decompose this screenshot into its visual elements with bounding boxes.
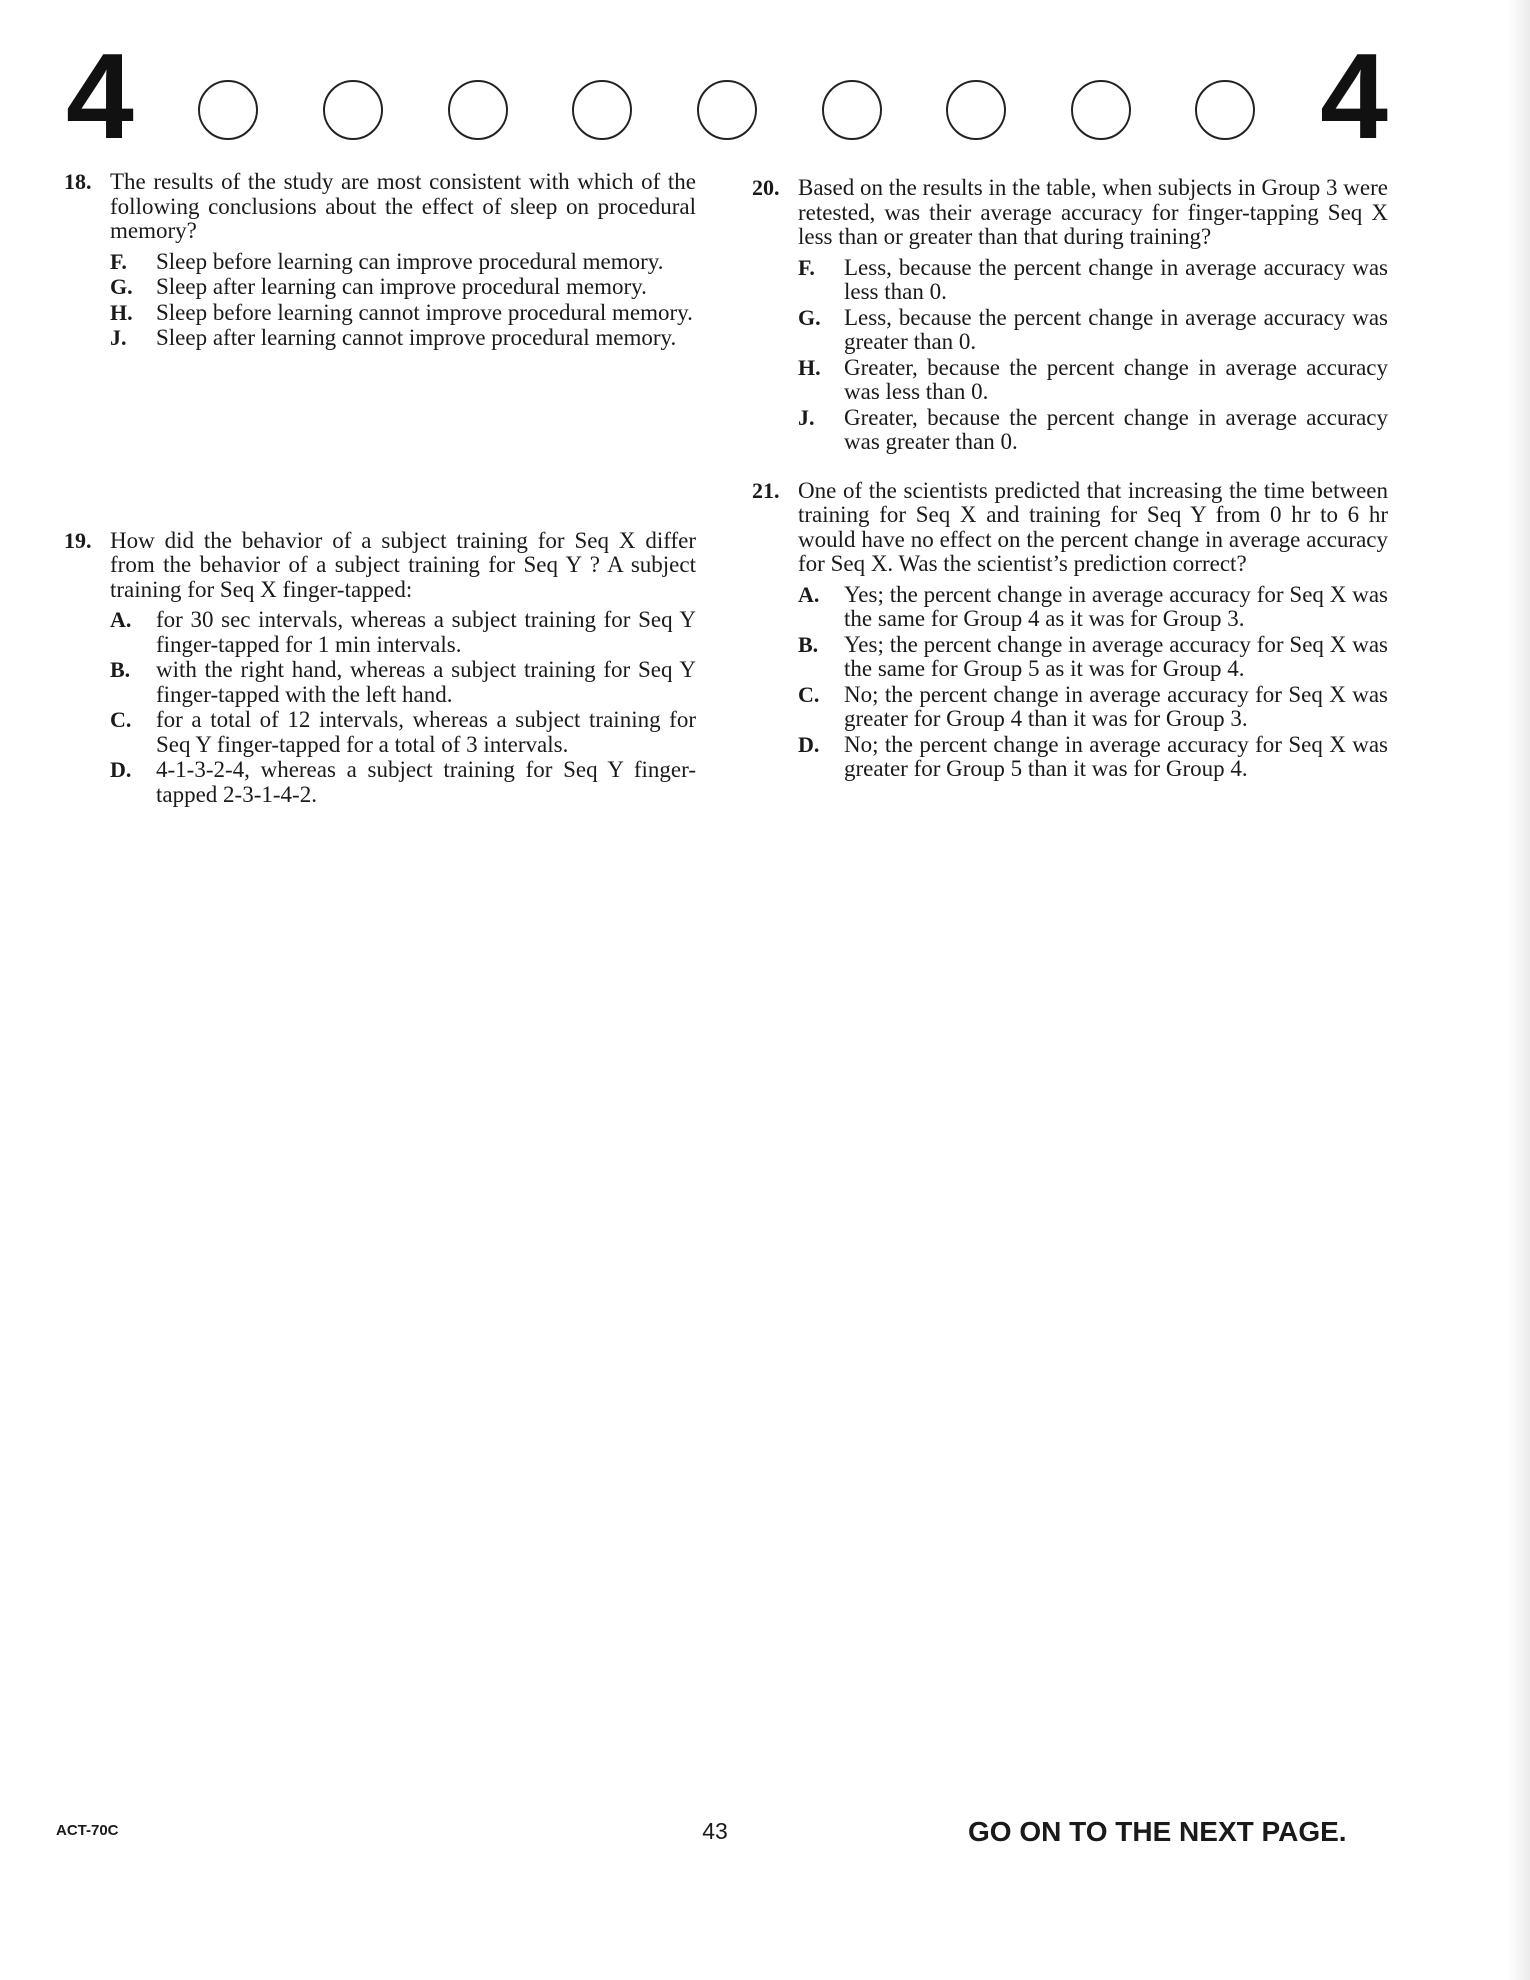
question-19 [64, 529, 696, 808]
next-page-notice: GO ON TO THE NEXT PAGE. [968, 1816, 1347, 1847]
question-stem: Based on the results in the table, when subjects in Group 3 were retested, was their average accuracy for finger-tapping Seq X less than or greater than that during training? [798, 175, 1388, 249]
question-21 [752, 479, 1388, 782]
circle-icon [946, 80, 1006, 140]
choice-letter: B. [798, 631, 819, 657]
answer-choice-j[interactable] [798, 406, 1388, 455]
answer-choices [110, 608, 696, 807]
answer-choice-a[interactable] [110, 608, 696, 657]
section-number-right: 4 [1320, 28, 1388, 164]
question-number: 18. [64, 169, 92, 194]
choice-text: Less, because the percent change in average accuracy was less than 0. [844, 254, 1388, 304]
choice-letter: D. [798, 731, 820, 757]
choice-letter: C. [110, 707, 132, 732]
circle-icon [323, 80, 383, 140]
question-number: 21. [752, 477, 780, 503]
question-number: 19. [64, 527, 92, 553]
answer-choice-d[interactable] [110, 758, 696, 807]
answer-choice-g[interactable] [110, 275, 696, 300]
choice-text: for 30 sec intervals, whereas a subject training for Seq Y finger-tapped for 1 min intervals. [156, 607, 696, 657]
answer-choice-b[interactable] [110, 658, 696, 707]
choice-letter: F. [798, 254, 815, 280]
choice-text: Less, because the percent change in average accuracy was greater than 0. [844, 304, 1388, 354]
choice-text: Sleep after learning cannot improve procedural memory. [156, 325, 677, 350]
answer-choice-b[interactable] [798, 633, 1388, 682]
choice-text: 4-1-3-2-4, whereas a subject training for Seq Y finger-tapped 2-3-1-4-2. [156, 757, 696, 807]
choice-text: Yes; the percent change in average accuracy for Seq X was the same for Group 5 as it was for Group 4. [844, 631, 1388, 681]
question-18 [64, 170, 696, 351]
answer-choices [110, 250, 696, 351]
choice-letter: H. [110, 299, 133, 325]
question-20 [752, 176, 1388, 455]
circle-icon [448, 80, 508, 140]
choice-letter: J. [110, 325, 127, 350]
page-edge-shadow [1508, 0, 1530, 1980]
choice-letter: H. [798, 354, 821, 380]
circle-icon [1071, 80, 1131, 140]
choice-text: No; the percent change in average accuracy for Seq X was greater for Group 4 than it was for Group 3. [844, 681, 1388, 731]
page-number: 43 [702, 1818, 728, 1844]
right-column [752, 176, 1388, 783]
choice-letter: D. [110, 757, 132, 782]
circle-icon [697, 80, 757, 140]
choice-letter: F. [110, 248, 127, 274]
circle-icon [1195, 80, 1255, 140]
answer-choice-d[interactable] [798, 733, 1388, 782]
answer-choice-g[interactable] [798, 306, 1388, 355]
answer-choice-f[interactable] [110, 250, 696, 275]
choice-letter: A. [110, 607, 132, 632]
choice-letter: B. [110, 657, 131, 682]
choice-letter: A. [798, 581, 820, 607]
left-column [64, 170, 696, 808]
choice-letter: G. [110, 274, 133, 299]
choice-text: Greater, because the percent change in average accuracy was less than 0. [844, 354, 1388, 404]
section-header [66, 28, 1388, 164]
section-number-left: 4 [66, 28, 134, 164]
circle-icon [572, 80, 632, 140]
answer-choice-a[interactable] [798, 583, 1388, 632]
answer-choice-c[interactable] [110, 708, 696, 757]
answer-choice-f[interactable] [798, 256, 1388, 305]
choice-text: with the right hand, whereas a subject training for Seq Y finger-tapped with the left hand. [156, 657, 696, 707]
choice-letter: C. [798, 681, 820, 707]
answer-choice-h[interactable] [798, 356, 1388, 405]
answer-choice-j[interactable] [110, 326, 696, 351]
choice-text: for a total of 12 intervals, whereas a subject training for Seq Y finger-tapped for a total of 3 intervals. [156, 707, 696, 757]
answer-choice-c[interactable] [798, 683, 1388, 732]
choice-letter: G. [798, 304, 821, 330]
question-stem: One of the scientists predicted that increasing the time between training for Seq X and training for Seq Y from 0 hr to 6 hr would have no effect on the percent change in average accuracy for Seq X. Was the scientist’s prediction correct? [798, 477, 1388, 576]
choice-text: Yes; the percent change in average accuracy for Seq X was the same for Group 4 as it was for Group 3. [844, 581, 1388, 631]
circle-icon [822, 80, 882, 140]
circle-icon [198, 80, 258, 140]
question-stem: How did the behavior of a subject training for Seq X differ from the behavior of a subject training for Seq Y ? A subject training for Seq X finger-tapped: [110, 527, 696, 602]
choice-text: Sleep after learning can improve procedural memory. [156, 274, 647, 299]
answer-choices [798, 583, 1388, 782]
choice-text: Sleep before learning can improve procedural memory. [156, 248, 664, 274]
answer-choices [798, 256, 1388, 455]
choice-letter: J. [798, 404, 815, 430]
question-number: 20. [752, 175, 780, 200]
form-code: ACT-70C [56, 1822, 119, 1839]
choice-text: Sleep before learning cannot improve procedural memory. [156, 299, 693, 325]
question-stem: The results of the study are most consistent with which of the following conclusions about the effect of sleep on procedural memory? [110, 169, 696, 243]
answer-choice-h[interactable] [110, 301, 696, 326]
choice-text: No; the percent change in average accuracy for Seq X was greater for Group 5 than it was for Group 4. [844, 731, 1388, 781]
choice-text: Greater, because the percent change in average accuracy was greater than 0. [844, 404, 1388, 454]
